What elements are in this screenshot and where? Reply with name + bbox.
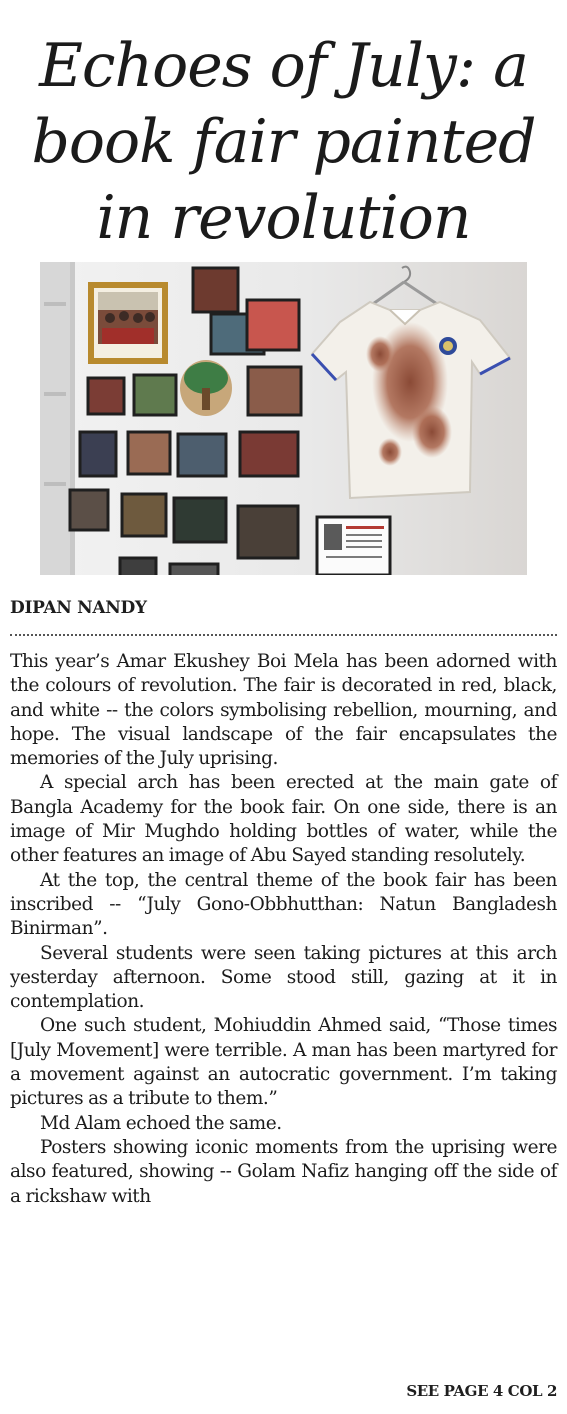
article-body: [10, 650, 557, 1209]
paragraph-3: At the top, the central theme of the book fair has been inscribed -- “July Gono-Obbhutthan: Natun Bangladesh Binirman”.: [10, 869, 557, 940]
photo-exhibition-icon: [40, 262, 527, 575]
paragraph-1: This year’s Amar Ekushey Boi Mela has been adorned with the colours of revolution. The fair is decorated in red, black, and white -- the colors symbolising rebellion, mourning, and hope. The visual landscape of the fair encapsulates the memories of the July uprising.: [10, 651, 557, 770]
headline-line-3: in revolution: [96, 183, 471, 253]
dotted-divider: [10, 634, 557, 636]
byline: DIPAN NANDY: [10, 598, 147, 618]
paragraph-7: Posters showing iconic moments from the uprising were also featured, showing -- Golam Nafiz hanging off the side of a rickshaw with: [10, 1136, 557, 1207]
continuation-line: SEE PAGE 4 COL 2: [406, 1382, 557, 1400]
headline: [0, 28, 567, 256]
paragraph-4: Several students were seen taking pictures at this arch yesterday afternoon. Some stood still, gazing at it in contemplation.: [10, 942, 557, 1013]
paragraph-6: Md Alam echoed the same.: [40, 1112, 282, 1134]
headline-line-1: Echoes of July: a: [39, 31, 528, 101]
article-photo: [40, 262, 527, 575]
paragraph-5: One such student, Mohiuddin Ahmed said, “Those times [July Movement] were terrible. A man has been martyred for a movement against an autocratic government. I’m taking pictures as a tribute to them.”: [10, 1015, 557, 1110]
headline-line-2: book fair painted: [31, 107, 536, 177]
paragraph-2: A special arch has been erected at the main gate of Bangla Academy for the book fair. On one side, there is an image of Mir Mughdo holding bottles of water, while the other features an image of Abu Sayed standing resolutely.: [10, 772, 557, 867]
